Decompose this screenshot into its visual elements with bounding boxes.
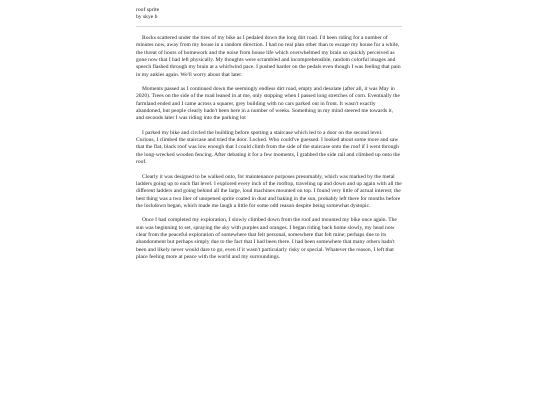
- body-paragraph-3: I parked my bike and circled the building before spotting a staircase which led to a door on the second level. Curious, I climbed the staircase and tried the door. Locked. Who could've guessed. I looked about some more and saw that the flat, black roof was low enough that I could climb from the side of the staircase onto the roof if I went through the long-wrecked wooden fencing. After debating it for a few moments, I grabbed the side rail and climbed up onto the roof.: [136, 129, 401, 166]
- title-divider: [136, 26, 402, 27]
- body-paragraph-4: Clearly it was designed to be walked onto, for maintenance purposes presumably, which was marked by the metal ladders going up to each flat level. I explored every inch of the rooftop, traveling up and down and up again with all the different ladders and going behind all the large, loud machines mounted on top. I found very little of actual interest; the best thing was a two liter of unopened sprite coated in dust and baking in the sun, probably left there for months before the lockdown began, which made me laugh a little for some odd reason despite being somewhat dystopic.: [136, 173, 402, 209]
- body-paragraph-1: Rocks scattered under the tires of my bike as I pedaled down the long dirt road. I'd been riding for a number of minutes now, away from my house in a random direction. I had no real plan other than to escape my house for a while, the threat of hours of homework and the noise from house life which overwhelmed my brain so quickly perceived as gone now that I had left physically. My thoughts were scrambled and incomprehensible, random colorful images and speech flashed through my brain at a whirlwind pace. I pushed harder on the pedals even though I was feeling that pain in my ankles again. We'll worry about that later.: [136, 35, 401, 78]
- document-author: by skye b: [136, 14, 158, 20]
- document-page: [136, 7, 402, 268]
- document-body: [136, 35, 402, 261]
- body-paragraph-2: Moments passed as I continued down the seemingly endless dirt road, empty and desolate (after all, it was May in 2020). Trees on the side of the road leaned in at me, only stopping when I passed long stretches of corn. Eventually the farmland ended and I came across a squarer, grey building with no cars parked out in front. It wasn't exactly abandoned, but people clearly hadn't been here in a number of weeks. Something in my mind steered me towards it, and seconds later I was riding into the parking lot: [136, 86, 400, 122]
- body-paragraph-5: Once I had completed my exploration, I slowly climbed down from the roof and mounted my bike once again. The sun was beginning to set, spraying the sky with purples and oranges. I began riding back home slowly, my head now clear from the peaceful exploration of somewhere that felt personal, somewhere that felt mine; perhaps due to its abandonment but perhaps simply due to the fact that I had been there. I had been somewhere that many others hadn't been and likely never would dare to go, even if it wasn't particularly risky or special. Whatever the reason, I left that place feeling more at peace with the world and my surroundings.: [136, 217, 397, 260]
- document-title: roof sprite: [136, 7, 160, 13]
